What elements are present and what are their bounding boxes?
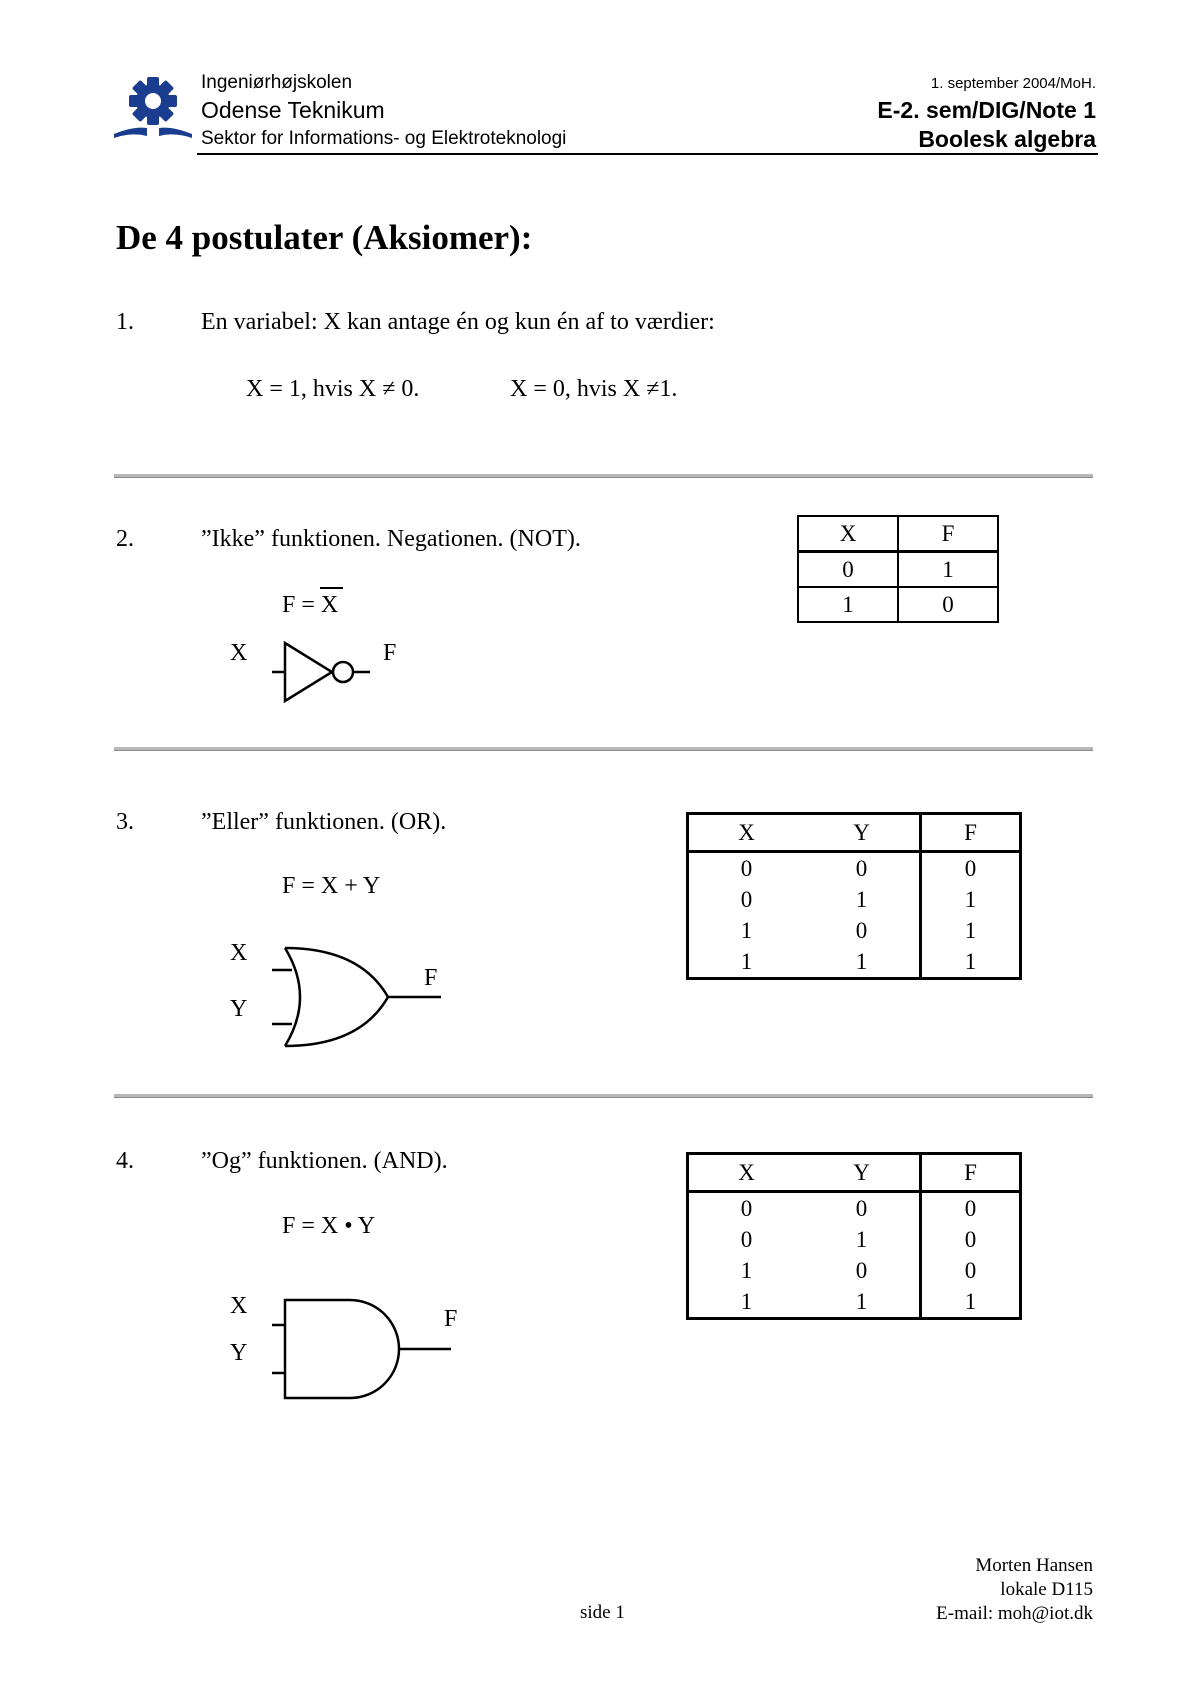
or-input-x-label: X: [230, 940, 248, 966]
table-cell: 0: [898, 587, 998, 622]
table-header-f: F: [921, 1154, 1021, 1192]
not-input-label: X: [230, 640, 248, 666]
table-cell: 1: [898, 552, 998, 588]
table-row: [688, 946, 1021, 979]
or-input-y-label: Y: [230, 996, 248, 1022]
table-row: [688, 1255, 1021, 1286]
table-cell: 1: [855, 887, 868, 912]
institution-line-3: Sektor for Informations- og Elektroteknologi: [201, 128, 567, 149]
and-output-label: F: [444, 1306, 458, 1332]
table-cell: 1: [855, 1227, 868, 1252]
subject-title: Boolesk algebra: [918, 126, 1096, 152]
section-1-equation-2: X = 0, hvis X ≠1.: [510, 376, 678, 402]
table-cell: 0: [855, 856, 868, 881]
or-output-label: F: [424, 965, 438, 991]
not-equation-lhs: F =: [282, 592, 321, 618]
or-equation: F = X + Y: [282, 873, 381, 899]
footer-email: E-mail: moh@iot.dk: [936, 1603, 1093, 1624]
table-cell: 1: [921, 946, 1021, 979]
section-divider: [114, 747, 1093, 751]
table-cell: 0: [740, 856, 753, 881]
institution-line-2: Odense Teknikum: [201, 97, 385, 123]
and-equation: F = X • Y: [282, 1213, 376, 1239]
table-cell: 1: [921, 1286, 1021, 1319]
section-1-text: En variabel: X kan antage én og kun én af to værdier:: [201, 309, 715, 335]
and-input-y-label: Y: [230, 1340, 248, 1366]
or-gate-symbol: [270, 945, 445, 1050]
not-gate-symbol: [270, 640, 380, 704]
table-cell: 1: [855, 949, 868, 974]
table-cell: 0: [798, 552, 898, 588]
table-cell: 0: [855, 918, 868, 943]
table-cell: 0: [921, 852, 1021, 885]
section-4-text: ”Og” funktionen. (AND).: [201, 1148, 448, 1174]
table-cell: 1: [921, 884, 1021, 915]
not-output-label: F: [383, 640, 397, 666]
table-cell: 1: [855, 1289, 868, 1314]
table-header-x: X: [688, 1154, 805, 1192]
and-gate-symbol: [270, 1295, 458, 1403]
not-truth-table: [797, 515, 999, 623]
table-cell: 1: [740, 949, 753, 974]
table-row: [688, 1286, 1021, 1319]
table-header-y: Y: [804, 1154, 921, 1192]
table-cell: 0: [921, 1192, 1021, 1225]
table-cell: 1: [798, 587, 898, 622]
table-header-f: F: [921, 814, 1021, 852]
section-divider: [114, 474, 1093, 478]
table-cell: 0: [855, 1196, 868, 1221]
section-2-text: ”Ikke” funktionen. Negationen. (NOT).: [201, 526, 581, 552]
section-1-number: 1.: [116, 309, 134, 335]
table-header-x: X: [798, 516, 898, 552]
table-cell: 0: [921, 1255, 1021, 1286]
table-cell: 1: [740, 1258, 753, 1283]
table-header-f: F: [898, 516, 998, 552]
and-truth-table: [686, 1152, 1022, 1320]
table-row: [688, 852, 1021, 885]
not-equation-negated-var: X: [320, 592, 339, 618]
table-row: [688, 1192, 1021, 1225]
table-cell: 0: [740, 1196, 753, 1221]
page-title: De 4 postulater (Aksiomer):: [116, 218, 533, 257]
table-header-y: Y: [804, 814, 921, 852]
section-4-number: 4.: [116, 1148, 134, 1174]
table-row: [798, 587, 998, 622]
document-date: 1. september 2004/MoH.: [930, 75, 1096, 92]
table-cell: 0: [740, 887, 753, 912]
and-input-x-label: X: [230, 1293, 248, 1319]
not-equation: [282, 592, 338, 619]
table-cell: 0: [855, 1258, 868, 1283]
page-number: side 1: [580, 1602, 625, 1623]
table-header-x: X: [688, 814, 805, 852]
institution-line-1: Ingeniørhøjskolen: [201, 72, 353, 93]
table-row: [688, 884, 1021, 915]
course-code: E-2. sem/DIG/Note 1: [877, 97, 1096, 123]
section-1-equation-1: X = 1, hvis X ≠ 0.: [246, 376, 420, 402]
section-3-text: ”Eller” funktionen. (OR).: [201, 809, 447, 835]
table-row: [688, 1224, 1021, 1255]
table-cell: 1: [740, 1289, 753, 1314]
table-row: [798, 552, 998, 588]
table-cell: 0: [740, 1227, 753, 1252]
section-3-number: 3.: [116, 809, 134, 835]
table-row: [688, 915, 1021, 946]
table-cell: 1: [921, 915, 1021, 946]
school-logo: [112, 76, 194, 190]
table-cell: 1: [740, 918, 753, 943]
table-cell: 0: [921, 1224, 1021, 1255]
header-rule: [197, 153, 1098, 155]
section-2-number: 2.: [116, 526, 134, 552]
footer-author: Morten Hansen: [975, 1555, 1093, 1576]
footer-room: lokale D115: [1000, 1579, 1093, 1600]
section-divider: [114, 1094, 1093, 1098]
or-truth-table: [686, 812, 1022, 980]
